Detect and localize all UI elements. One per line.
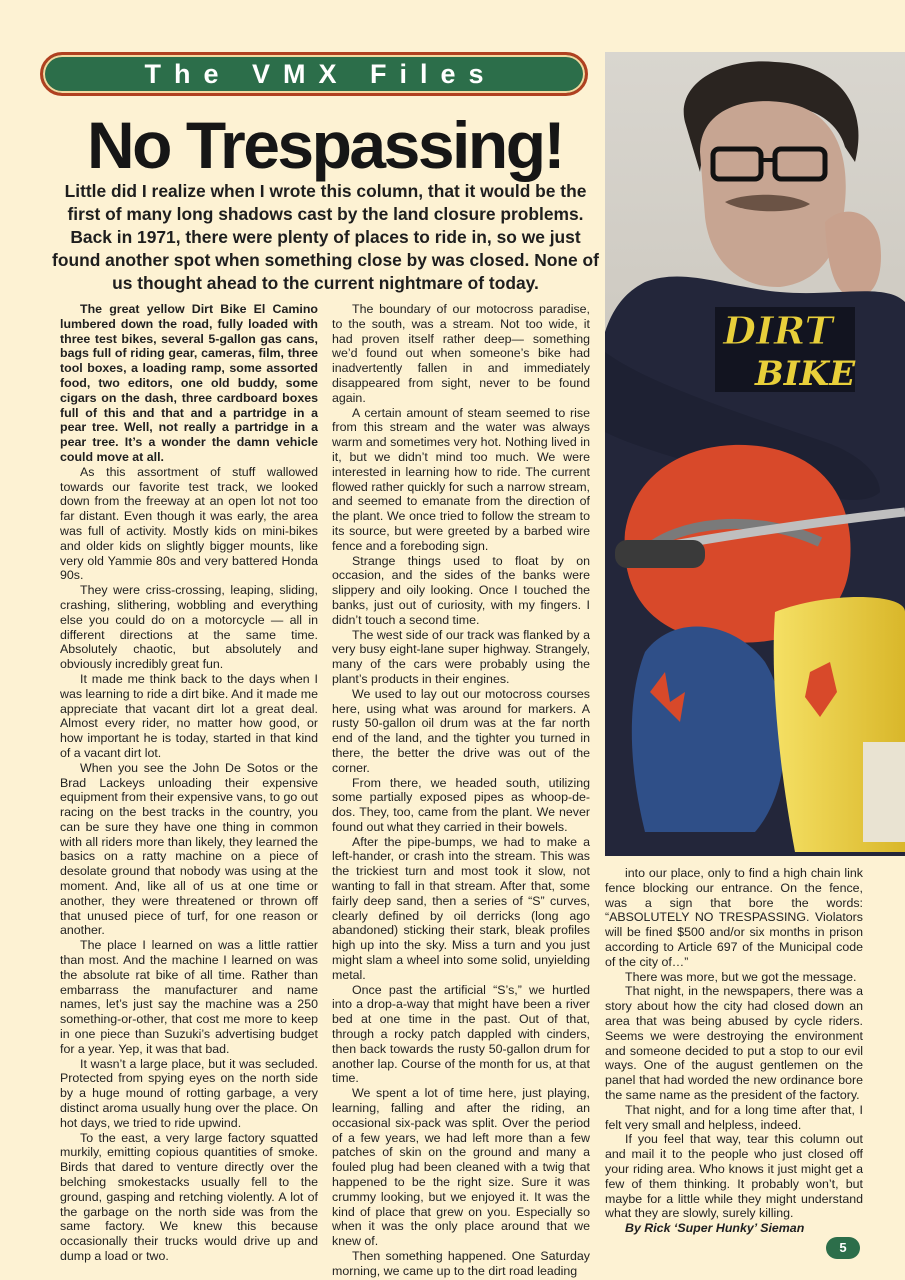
paragraph: Strange things used to float by on occasion, and the sides of the banks were slippery and oily looking. Once I touched the banks, just out of curiosity, with my fingers. I didn’t touch a second time. bbox=[332, 553, 590, 627]
paragraph: If you feel that way, tear this column out and mail it to the people who just closed off your riding area. Who knows it just might get a few of them thinking. It probably won’t, but maybe for a little while they might understand what they are slowly, surely killing. bbox=[605, 1132, 863, 1221]
paragraph: After the pipe-bumps, we had to make a left-hander, or crash into the stream. This was the trickiest turn and most took it slow, not wanting to fall in that stream. After that, some fairly deep sand, then a series of “S” curves, clearly defined by oil derricks (long ago abandoned) sticking their stark, bleak profiles high up into the sky. Miss a turn and you just might slam a wheel into some solid, unyielding metal. bbox=[332, 834, 590, 982]
paragraph: When you see the John De Sotos or the Brad Lackeys unloading their expensive equipment from their expensive vans, to go out racing on the best tracks in the country, you can be sure they have one thing in common with all riders more than likely, they learned the basics on a ratty machine on a piece of desolate ground that nobody was using at the moment. And, like all of us at one time or another, they were threatened or thrown off that unused piece of turf, for one reason or another. bbox=[60, 760, 318, 938]
deck: Little did I realize when I wrote this column, that it would be the first of many long shadows cast by the land closure problems. Back in 1971, there were plenty of places to ride in, so we just found another spot when something close by was closed. None of us thought ahead to the current nightmare of today. bbox=[52, 181, 599, 293]
paragraph: It wasn’t a large place, but it was secluded. Protected from spying eyes on the north side by a huge mound of rotting garbage, a very distinct aroma usually hung over the place. On hot days, we tried to ride upwind. bbox=[60, 1056, 318, 1130]
paragraph: That night, in the newspapers, there was a story about how the city had closed down an area that was being abused by cycle riders. Seems we were destroying the environment and someone decided to put a stop to our evil ways. One of the august gentlemen on the panel that had worded the new ordinance bore the same name as the president of the factory. bbox=[605, 984, 863, 1102]
paragraph: The place I learned on was a little rattier than most. And the machine I learned on was the absolute rat bike of all time. Rather than embarrass the manufacturer and name names, let’s just say the machine was a 250 something-or-other, that cost me more to keep in one piece than Suzuki’s advertising budget for a year. Yep, it was that bad. bbox=[60, 938, 318, 1056]
paragraph: That night, and for a long time after that, I felt very small and helpless, indeed. bbox=[605, 1102, 863, 1132]
paragraph: A certain amount of steam seemed to rise from this stream and the water was always warm and sometimes very hot. Nothing lived in it, but we didn’t mind too much. We were interested in learning how to ride. The current flowed rather quickly for such a narrow stream, and seemed to emanate from the direction of the plant. We once tried to follow the stream to its source, but were greeted by a barbed wire fence and a foreboding sign. bbox=[332, 405, 590, 553]
face bbox=[700, 101, 846, 287]
headline: No Trespassing! bbox=[87, 108, 563, 182]
author-photo bbox=[605, 52, 905, 856]
article-column-3 bbox=[605, 866, 863, 1236]
paragraph: It made me think back to the days when I was learning to ride a dirt bike. And it made me appreciate that vacant dirt lot a great deal. Almost every rider, no matter how good, or how important he is today, started in that kind of a vacant dirt lot. bbox=[60, 671, 318, 760]
paragraph: They were criss-crossing, leaping, sliding, crashing, slithering, wobbling and everything else you could do on a motorcycle — all in different directions at the same time. Absolutely chaotic, but absolutely and obviously incredibly great fun. bbox=[60, 583, 318, 672]
paragraph: As this assortment of stuff wallowed towards our favorite test track, we looked down from the freeway at an open lot not too far distant. Even though it was early, the area was full of activity. Mostly kids on mini-bikes and older kids on slightly bigger mounts, like very old Yammie 80s and very battered Honda 90s. bbox=[60, 464, 318, 583]
article-column-2 bbox=[332, 302, 590, 1279]
paragraph: There was more, but we got the message. bbox=[625, 969, 857, 984]
paragraph: From there, we headed south, utilizing some partially exposed pipes as whoop-de-dos. They, too, came from the plant. We never found out what they carried in their bowels. bbox=[332, 775, 590, 834]
paragraph: The west side of our track was flanked by a very busy eight-lane super highway. Strangely, many of the cars were probably using the plant’s products in their engines. bbox=[332, 627, 590, 686]
page-number: 5 bbox=[826, 1237, 860, 1259]
paragraph: We spent a lot of time here, just playing, learning, falling and after the riding, an occasional six-pack was split. Over the period of a few years, we had left more than a few patches of skin on the ground and many a fouled plug had been cleaned with a twig that happened to be the right size. Sure it was crummy looking, but we enjoyed it. It was the kind of place that grew on you. Especially so when it was the only place around that we knew of. bbox=[332, 1086, 590, 1249]
paragraph: Once past the artificial “S’s,” we hurtled into a drop-a-way that might have been a river bed at one time in the past. Out of that, through a rocky patch dappled with cinders, then back towards the rusty 50-gallon drum for another lap. Course of the month for us, at that time. bbox=[332, 982, 590, 1086]
section-banner-label: The VMX Files bbox=[144, 58, 497, 89]
paragraph: Then something happened. One Saturday morning, we came up to the dirt road leading bbox=[332, 1249, 590, 1278]
paragraph: into our place, only to find a high chain link fence blocking our entrance. On the fence, was a sign that bore the words: “ABSOLUTELY NO TRESPASSING. Violators will be fined $500 and/or six months in prison according to Article 697 of the Municipal code of the city of…” bbox=[605, 866, 863, 969]
paragraph: We used to lay out our motocross courses here, using what was around for markers. A rusty 50-gallon oil drum was at the far north end of the land, and the tighter you turned in there, the better the drive was out of the corner. bbox=[332, 686, 590, 775]
article-column-1 bbox=[60, 302, 318, 1264]
shirt-logo-line1: DIRT bbox=[723, 308, 833, 353]
section-banner bbox=[40, 52, 588, 96]
paragraph: To the east, a very large factory squatted murkily, emitting copious quantities of smoke. Birds that dared to venture directly over the belching smokestacks usually fell to the ground, gasping and retching violently. A lot of the garbage on the north side was from the same factory. We knew this because occasionally their trucks would drive up and dump a load or two. bbox=[60, 1130, 318, 1263]
shirt-logo-line2: BIKE bbox=[755, 354, 856, 394]
paragraph: The boundary of our motocross paradise, to the south, was a stream. Not too wide, it had proven itself rather deep— something we’d found out when someone’s bike had inadvertently fallen in and immediately disappeared from sight, never to be found again. bbox=[332, 302, 590, 405]
byline: By Rick ‘Super Hunky’ Sieman bbox=[625, 1221, 805, 1236]
lead-paragraph: The great yellow Dirt Bike El Camino lumbered down the road, fully loaded with three test bikes, several 5-gallon gas cans, bags full of riding gear, cameras, film, three tool boxes, a loading ramp, some assorted food, two editors, one old buddy, some cigars on the dash, three cardboard boxes full of this and that and a partridge in a pear tree. Well, not really a partridge in a pear tree. It’s a wonder the damn vehicle could move at all. bbox=[60, 302, 318, 464]
